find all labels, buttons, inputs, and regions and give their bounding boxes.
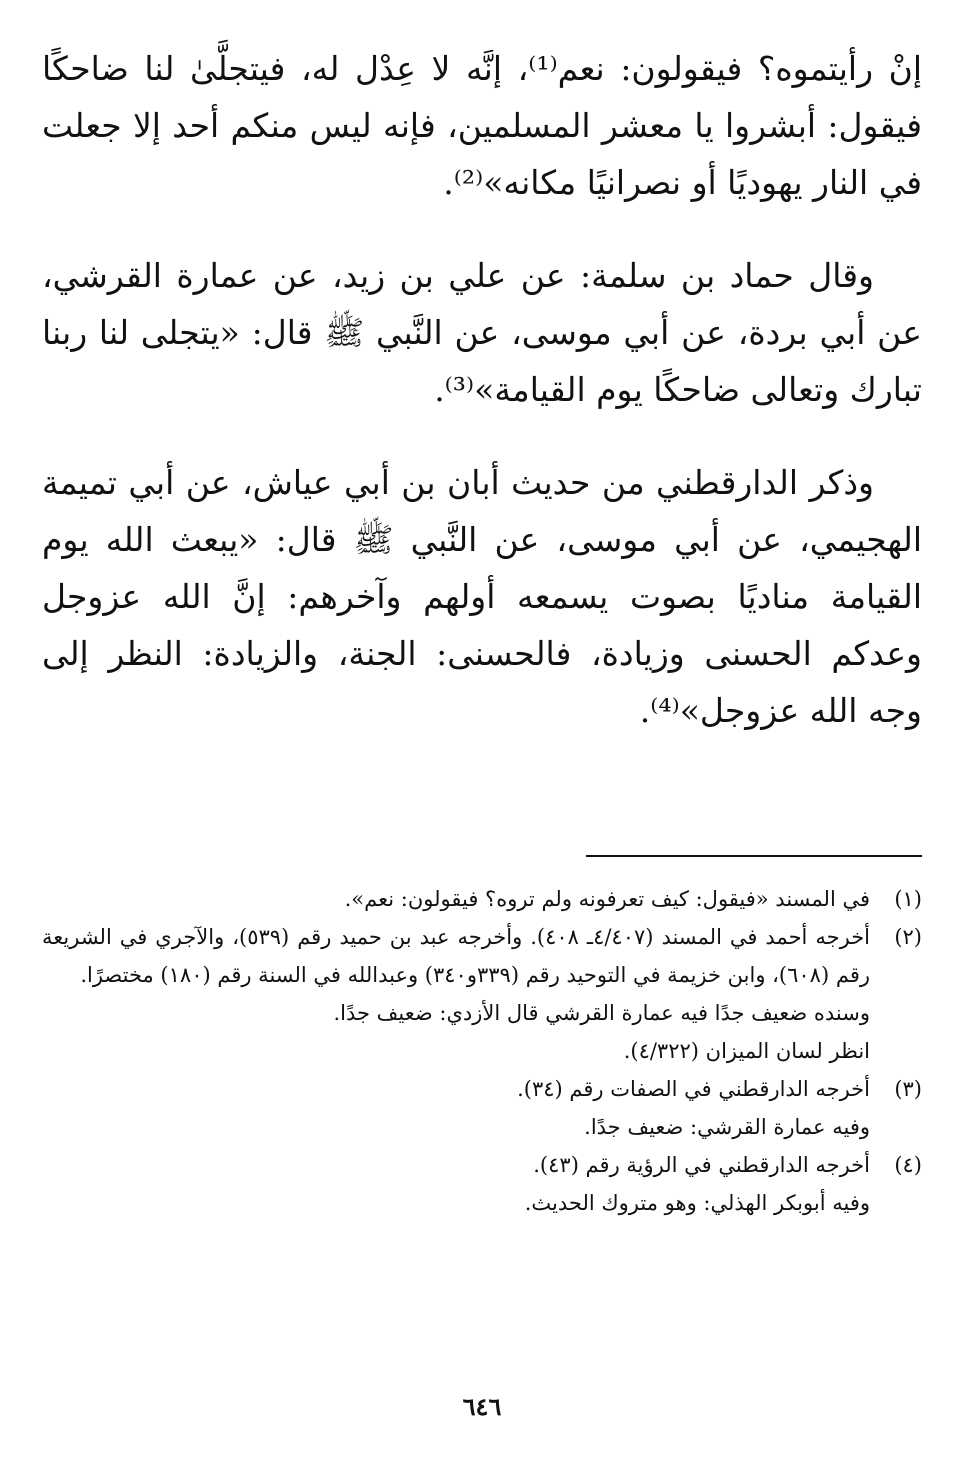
footnote-number: (٣) — [894, 1077, 922, 1101]
page-number: ٦٤٦ — [462, 1392, 502, 1421]
footnote-4 — [42, 1146, 922, 1184]
footnote-3 — [42, 1070, 922, 1108]
footnote-3-comment: وفيه عمارة القرشي: ضعيف جدًا. — [584, 1115, 870, 1139]
body-paragraph-1: إنْ رأيتموه؟ فيقولون: نعم⁽¹⁾، إنَّه لا عِدْل له، فيتجلَّىٰ لنا ضاحكًا فيقول: أبشروا يا معشر المسلمين، فإنه ليس منكم أحد إلا جعلت في النار يهوديًا أو نصرانيًا مكانه»⁽²⁾. — [42, 49, 922, 202]
footnote-2-comment: وسنده ضعيف جدًا فيه عمارة القرشي قال الأزدي: ضعيف جدًا. — [333, 1001, 870, 1025]
footnote-number: (٢) — [894, 925, 922, 949]
footnote-separator — [586, 855, 922, 857]
footnote-number: (٤) — [894, 1153, 922, 1177]
footnote-text: أخرجه الدارقطني في الصفات رقم (٣٤). — [517, 1077, 870, 1101]
body-paragraph-2: وقال حماد بن سلمة: عن علي بن زيد، عن عمارة القرشي، عن أبي بردة، عن أبي موسى، عن النَّبي ﷺ قال: «يتجلى لنا ربنا تبارك وتعالى ضاحكًا يوم القيامة»⁽³⁾. — [42, 256, 922, 409]
footnote-4-comment: وفيه أبوبكر الهذلي: وهو متروك الحديث. — [524, 1191, 870, 1215]
body-paragraph-3: وذكر الدارقطني من حديث أبان بن أبي عياش، عن أبي تميمة الهجيمي، عن أبي موسى، عن النَّبي ﷺ قال: «يبعث الله يوم القيامة مناديًا بصوت يسمعه أولهم وآخرهم: إنَّ الله عزوجل وعدكم الحسنى وزيادة، فالحسنى: الجنة، والزيادة: النظر إلى وجه الله عزوجل»⁽⁴⁾. — [42, 463, 922, 730]
book-page — [42, 40, 922, 1440]
footnote-2-reference: انظر لسان الميزان (٤/٣٢٢). — [623, 1039, 870, 1063]
footnotes — [42, 880, 922, 1222]
footnote-text: أخرجه الدارقطني في الرؤية رقم (٤٣). — [533, 1153, 870, 1177]
footnote-1 — [42, 880, 922, 918]
footnote-2 — [42, 918, 922, 994]
footnote-text: أخرجه أحمد في المسند (٤/٤٠٧ـ ٤٠٨). وأخرجه عبد بن حميد رقم (٥٣٩)، والآجري في الشريعة رقم (٦٠٨)، وابن خزيمة في التوحيد رقم (٣٣٩و٣٤٠) وعبدالله في السنة رقم (١٨٠) مختصرًا. — [42, 925, 871, 987]
footnote-number: (١) — [894, 887, 922, 911]
footnote-text: في المسند «فيقول: كيف تعرفونه ولم تروه؟ فيقولون: نعم». — [344, 887, 870, 911]
